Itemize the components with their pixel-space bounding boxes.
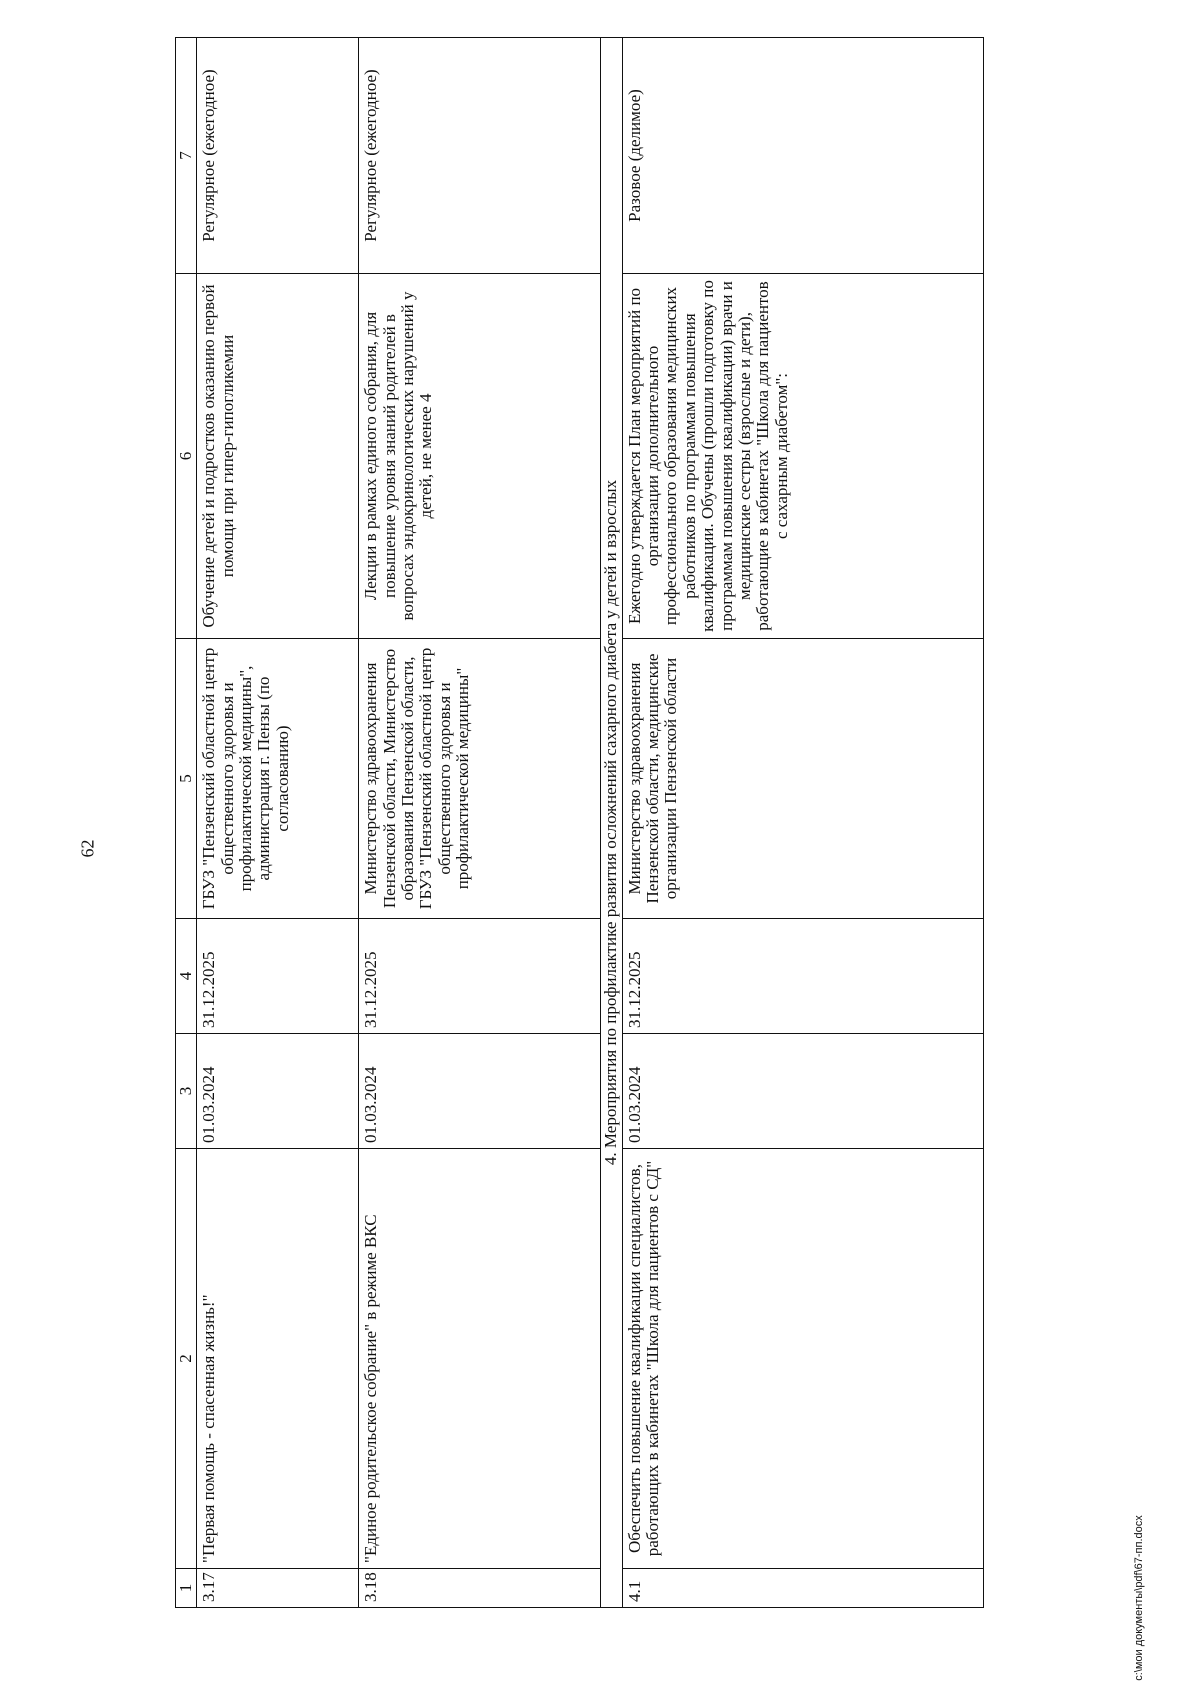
section-title: 4. Мероприятия по профилактике развития осложнений сахарного диабета у детей и взрослых [601,38,622,1608]
end-date-cell: 31.12.2025 [197,919,359,1034]
executor-cell: Министерство здравоохранения Пензенской области, Министерство образования Пензенской области, ГБУЗ "Пензенский областной центр общественного здоровья и профилактической медицины" [359,639,601,919]
executor-cell: ГБУЗ "Пензенский областной центр общественного здоровья и профилактической медицины", администрация г. Пензы (по согласованию) [197,639,359,919]
footer-file-path-text: c:\мои документы\pdf\67-пп.docx [1133,1515,1145,1681]
type-cell: Регулярное (ежегодное) [359,38,601,274]
column-header: 4 [176,919,197,1034]
measure-name-cell: "Первая помощь - спасенная жизнь!" [197,1149,359,1569]
end-date-cell: 31.12.2025 [622,919,983,1034]
executor-cell: Министерство здравоохранения Пензенской области, медицинские организации Пензенской области [622,639,983,919]
row-number-cell: 3.18 [359,1569,601,1608]
column-header: 6 [176,274,197,639]
start-date-cell: 01.03.2024 [197,1034,359,1149]
footer-file-path [1130,1515,1148,1681]
result-cell: Обучение детей и подростков оказанию первой помощи при гипер-гипогликемии [197,274,359,639]
section-title-row [601,38,622,1608]
start-date-cell: 01.03.2024 [359,1034,601,1149]
table-row [197,38,359,1608]
column-header: 1 [176,1569,197,1608]
column-header: 7 [176,38,197,274]
measures-table-wrapper [175,38,1025,1608]
result-cell: Лекции в рамках единого собрания, для повышение уровня знаний родителей в вопросах эндокринологических нарушений у детей, не менее 4 [359,274,601,639]
column-header: 5 [176,639,197,919]
measure-name-cell: Обеспечить повышение квалификации специалистов, работающих в кабинетах "Школа для пациентов с СД" [622,1149,983,1569]
column-header: 2 [176,1149,197,1569]
measures-table [175,37,984,1608]
row-number-cell: 4.1 [622,1569,983,1608]
result-cell: Ежегодно утверждается План мероприятий по организации дополнительного профессионального образования медицинских работников по программам повышения квалификации. Обучены (прошли подготовку по программам повышения квалификации) врачи и медицинские сестры (взрослые и дети), работающие в кабинетах "Школа для пациентов с сахарным диабетом": [622,274,983,639]
type-cell: Разовое (делимое) [622,38,983,274]
table-header-row [176,38,197,1608]
column-header: 3 [176,1034,197,1149]
start-date-cell: 01.03.2024 [622,1034,983,1149]
type-cell: Регулярное (ежегодное) [197,38,359,274]
page-number-text: 62 [77,839,98,857]
table-row [622,38,983,1608]
table-row [359,38,601,1608]
measure-name-cell: "Единое родительское собрание" в режиме ВКС [359,1149,601,1569]
row-number-cell: 3.17 [197,1569,359,1608]
end-date-cell: 31.12.2025 [359,919,601,1034]
page-number [76,828,100,868]
